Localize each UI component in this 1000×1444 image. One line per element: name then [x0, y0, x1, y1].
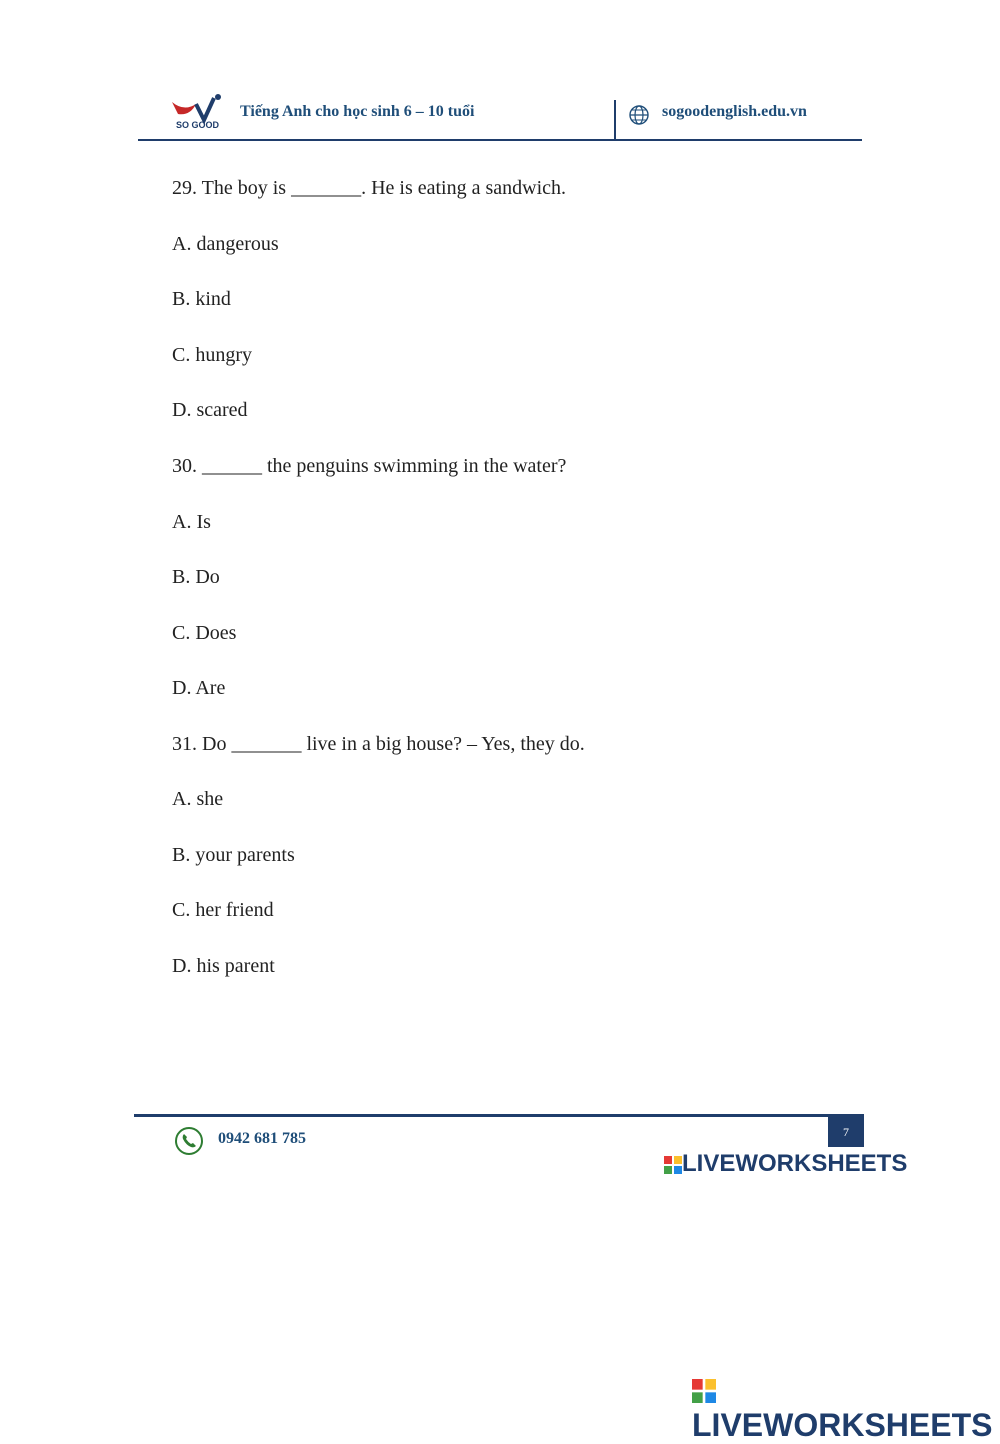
question-29-option-a[interactable]: A. dangerous — [172, 233, 279, 255]
liveworksheets-icon — [664, 1156, 682, 1174]
page-number: 7 — [828, 1117, 864, 1147]
liveworksheets-watermark-bottom — [692, 1370, 1000, 1444]
question-31-prompt: 31. Do _______ live in a big house? – Yes, they do. — [172, 733, 585, 755]
question-29-option-b[interactable]: B. kind — [172, 288, 231, 310]
question-30-prompt: 30. ______ the penguins swimming in the water? — [172, 455, 567, 477]
question-29-option-c[interactable]: C. hungry — [172, 344, 252, 366]
question-31-option-a[interactable]: A. she — [172, 788, 224, 810]
question-30-option-a[interactable]: A. Is — [172, 511, 211, 533]
liveworksheets-text: LIVEWORKSHEETS — [692, 1407, 993, 1443]
question-30-option-d[interactable]: D. Are — [172, 677, 226, 699]
question-30-option-c[interactable]: C. Does — [172, 622, 237, 644]
question-29-option-d[interactable]: D. scared — [172, 399, 248, 421]
header-divider — [614, 100, 616, 140]
footer-rule — [134, 1114, 864, 1117]
liveworksheets-text: LIVEWORKSHEETS — [682, 1150, 908, 1177]
header-website: sogoodenglish.edu.vn — [662, 103, 807, 120]
question-30-option-b[interactable]: B. Do — [172, 566, 220, 588]
liveworksheets-icon — [692, 1379, 716, 1403]
question-31-option-d[interactable]: D. his parent — [172, 955, 275, 977]
liveworksheets-watermark — [664, 1150, 907, 1178]
footer-phone: 0942 681 785 — [218, 1130, 306, 1147]
phone-icon — [174, 1126, 204, 1156]
svg-text:SO GOOD: SO GOOD — [176, 120, 220, 130]
header-rule — [138, 139, 862, 141]
question-31-option-b[interactable]: B. your parents — [172, 844, 295, 866]
question-31-option-c[interactable]: C. her friend — [172, 899, 274, 921]
question-29-prompt: 29. The boy is _______. He is eating a sandwich. — [172, 177, 567, 199]
header-title: Tiếng Anh cho học sinh 6 – 10 tuổi — [240, 103, 475, 120]
globe-icon — [628, 104, 650, 126]
sogood-logo — [170, 92, 226, 132]
